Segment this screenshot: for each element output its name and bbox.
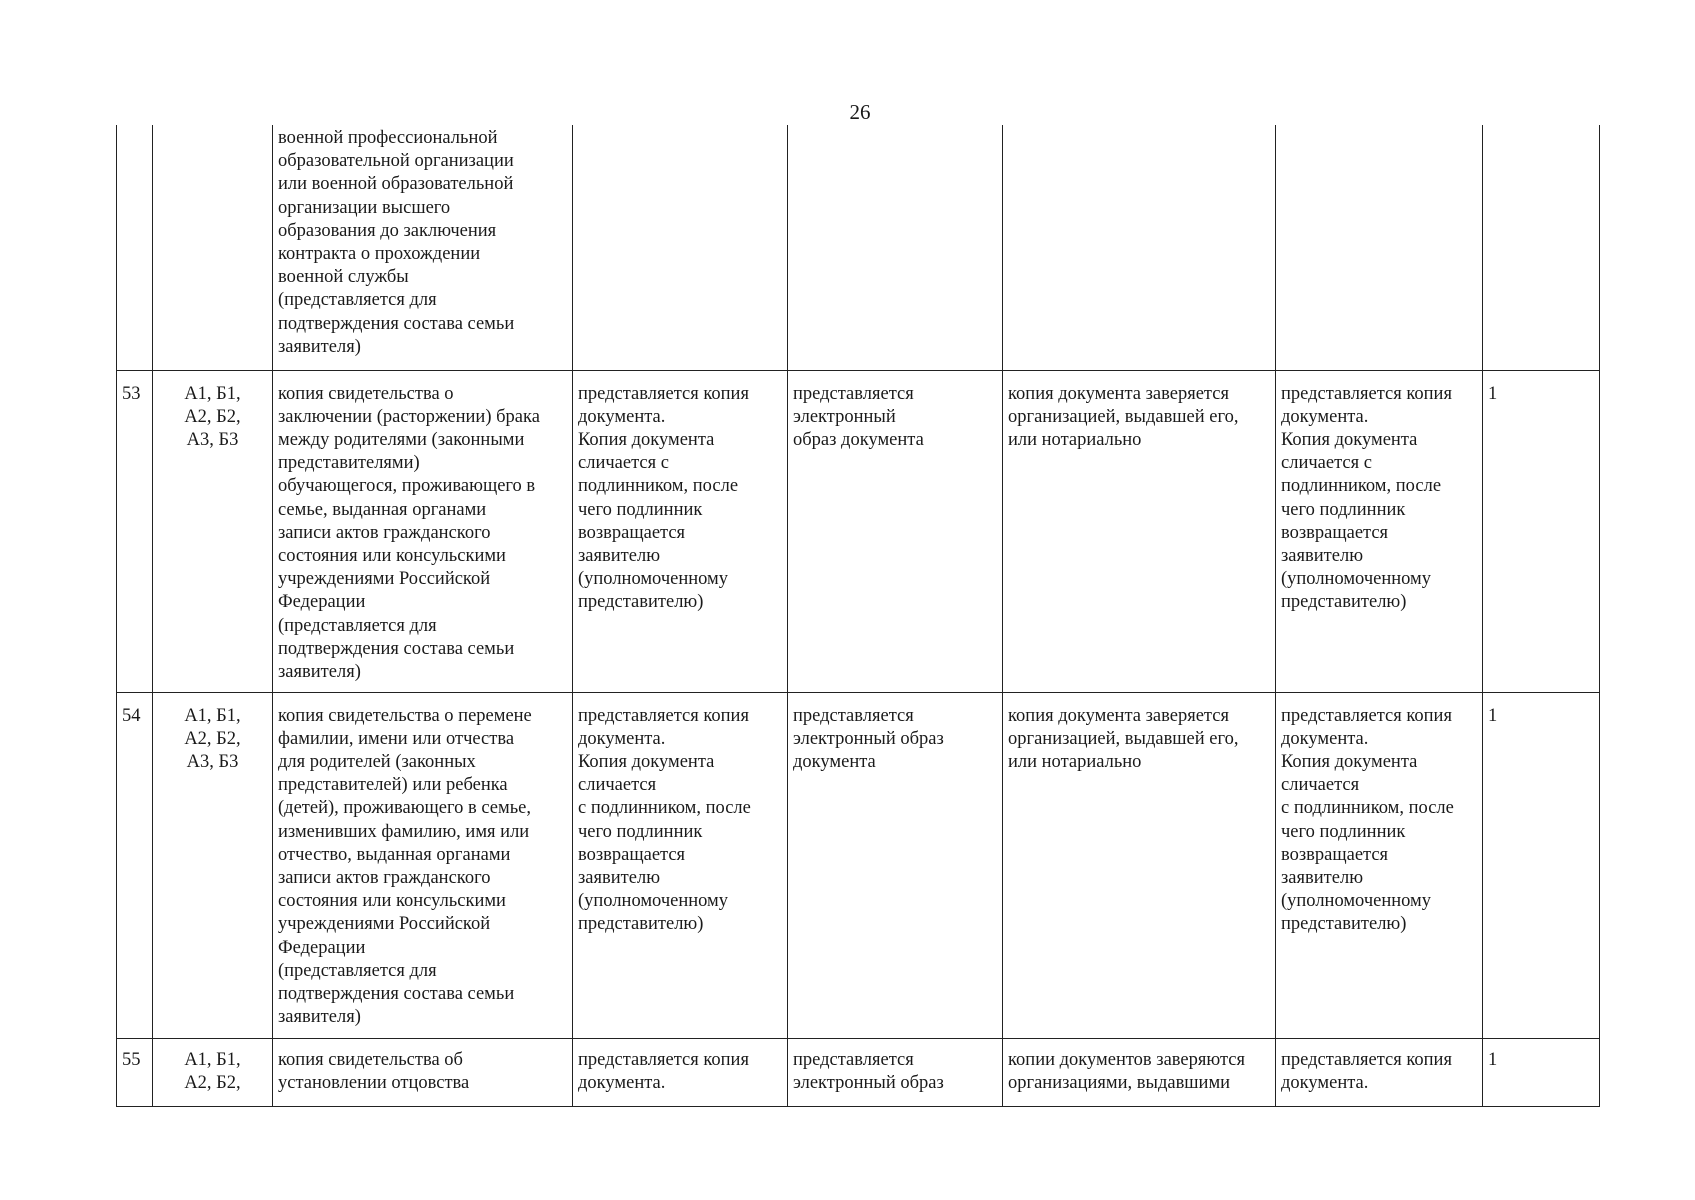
electronic-submission <box>788 125 1003 370</box>
certification-requirements: копия документа заверяется организацией, выдавшей его, или нотариально <box>1003 692 1276 1038</box>
document-description: копия свидетельства о перемене фамилии, имени или отчества для родителей (законных представителей) или ребенка (детей), проживающего в семье, изменивших фамилию, имя или отчество, выданная органами записи актов гражданского состояния или консульскими учреждениями Российской Федерации (представляется для подтверждения состава семьи заявителя) <box>273 692 573 1038</box>
row-codes: А1, Б1, А2, Б2, <box>153 1038 273 1106</box>
table-row <box>117 1038 1600 1106</box>
paper-submission: представляется копия документа. Копия документа сличается с подлинником, после чего подлинник возвращается заявителю (уполномоченному представителю) <box>573 692 788 1038</box>
personal-submission: представляется копия документа. Копия документа сличается с подлинником, после чего подлинник возвращается заявителю (уполномоченному представителю) <box>1276 370 1483 692</box>
paper-submission: представляется копия документа. <box>573 1038 788 1106</box>
document-description: копия свидетельства об установлении отцовства <box>273 1038 573 1106</box>
paper-submission <box>573 125 788 370</box>
row-number: 54 <box>117 692 153 1038</box>
row-number: 53 <box>117 370 153 692</box>
personal-submission <box>1276 125 1483 370</box>
electronic-submission: представляется электронный образ <box>788 1038 1003 1106</box>
table-row <box>117 125 1600 370</box>
row-codes: А1, Б1, А2, Б2, А3, Б3 <box>153 370 273 692</box>
copies-count: 1 <box>1483 370 1600 692</box>
certification-requirements <box>1003 125 1276 370</box>
row-codes <box>153 125 273 370</box>
copies-count: 1 <box>1483 692 1600 1038</box>
document-description: военной профессиональной образовательной организации или военной образовательной организации высшего образования до заключения контракта о прохождении военной службы (представляется для подтверждения состава семьи заявителя) <box>273 125 573 370</box>
copies-count <box>1483 125 1600 370</box>
certification-requirements: копии документов заверяются организациями, выдавшими <box>1003 1038 1276 1106</box>
row-number: 55 <box>117 1038 153 1106</box>
electronic-submission: представляется электронный образ документа <box>788 692 1003 1038</box>
page-number: 26 <box>849 100 871 124</box>
personal-submission: представляется копия документа. <box>1276 1038 1483 1106</box>
paper-submission: представляется копия документа. Копия документа сличается с подлинником, после чего подлинник возвращается заявителю (уполномоченному представителю) <box>573 370 788 692</box>
personal-submission: представляется копия документа. Копия документа сличается с подлинником, после чего подлинник возвращается заявителю (уполномоченному представителю) <box>1276 692 1483 1038</box>
certification-requirements: копия документа заверяется организацией, выдавшей его, или нотариально <box>1003 370 1276 692</box>
documents-table <box>116 125 1600 1107</box>
row-number <box>117 125 153 370</box>
table-row <box>117 370 1600 692</box>
copies-count: 1 <box>1483 1038 1600 1106</box>
row-codes: А1, Б1, А2, Б2, А3, Б3 <box>153 692 273 1038</box>
table-row <box>117 692 1600 1038</box>
document-description: копия свидетельства о заключении (расторжении) брака между родителями (законными представителями) обучающегося, проживающего в семье, выданная органами записи актов гражданского состояния или консульскими учреждениями Российской Федерации (представляется для подтверждения состава семьи заявителя) <box>273 370 573 692</box>
electronic-submission: представляется электронный образ документа <box>788 370 1003 692</box>
